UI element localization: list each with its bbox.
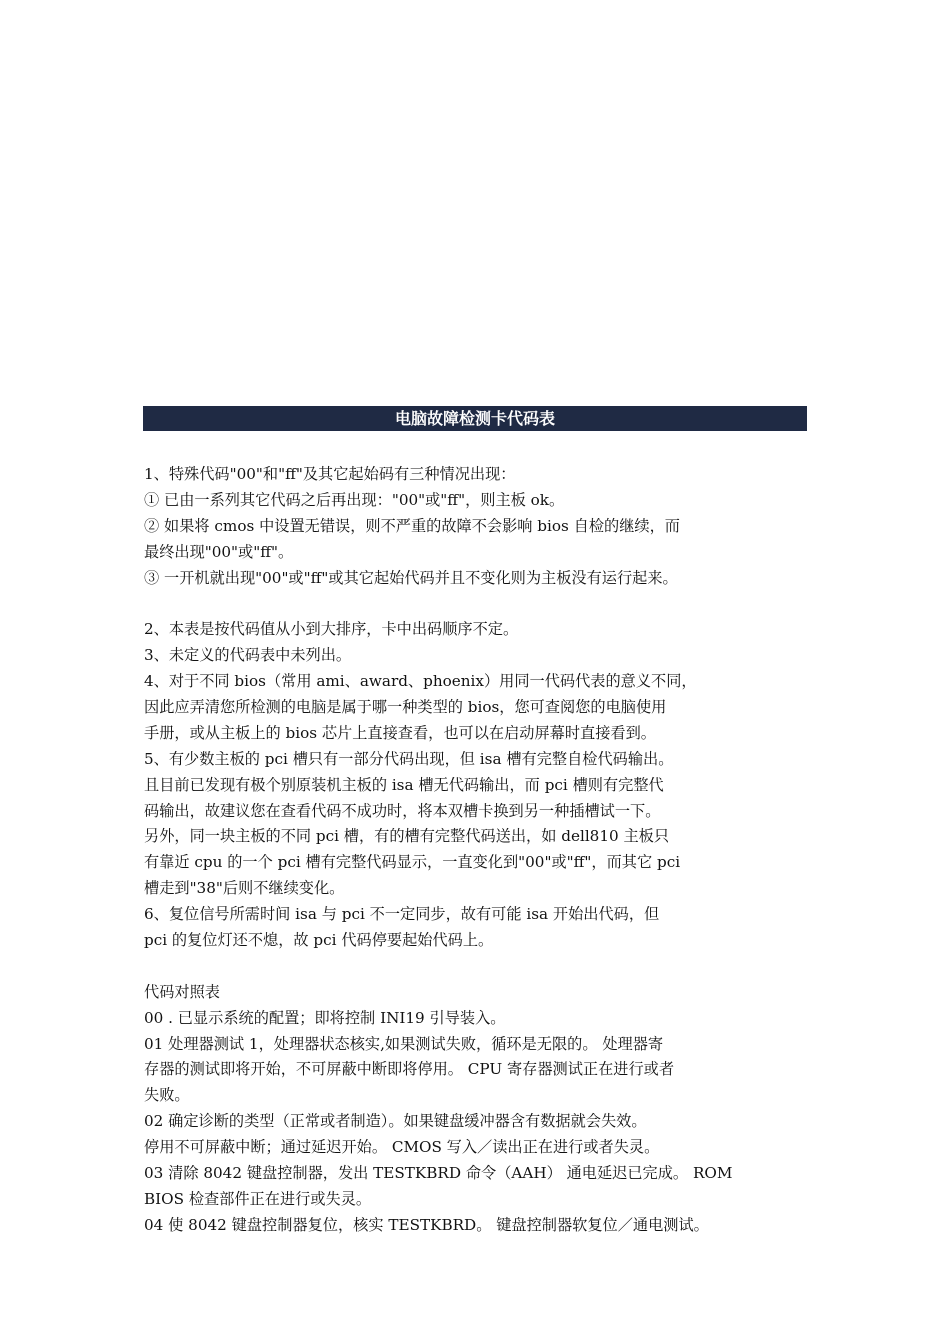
text-line: pci 的复位灯还不熄，故 pci 代码停要起始代码上。 [144, 931, 494, 950]
text-line: 另外，同一块主板的不同 pci 槽，有的槽有完整代码送出，如 dell810 主板只 [144, 827, 670, 846]
section-heading: 代码对照表 [144, 982, 220, 1001]
code-entry-line: 停用不可屏蔽中断；通过延迟开始。 CMOS 写入／读出正在进行或者失灵。 [144, 1138, 660, 1157]
text-line: 且目前已发现有极个别原装机主板的 isa 槽无代码输出，而 pci 槽则有完整代 [144, 775, 664, 794]
text-line: 5、有少数主板的 pci 槽只有一部分代码出现，但 isa 槽有完整自检代码输出。 [144, 749, 674, 768]
text-line: 1、特殊代码"00"和"ff"及其它起始码有三种情况出现： [144, 465, 516, 483]
paragraph-gap [144, 591, 812, 617]
text-line: 2、本表是按代码值从小到大排序，卡中出码顺序不定。 [144, 620, 519, 639]
text-line: 槽走到"38"后则不继续变化。 [144, 879, 345, 898]
code-entry-line: 存器的测试即将开始，不可屏蔽中断即将停用。 CPU 寄存器测试正在进行或者 [144, 1060, 675, 1079]
notes-section [144, 617, 812, 954]
text-line: 因此应弄清您所检测的电脑是属于哪一种类型的 bios，您可查阅您的电脑使用 [144, 698, 667, 717]
code-entry-line: 04 使 8042 键盘控制器复位，核实 TESTKBRD。 键盘控制器软复位／通电测试。 [144, 1215, 709, 1234]
code-list [144, 1006, 812, 1239]
code-entry-line: BIOS 检查部件正在进行或失灵。 [144, 1189, 372, 1208]
text-line: 有靠近 cpu 的一个 pci 槽有完整代码显示，一直变化到"00"或"ff"，而其它 pci [144, 853, 681, 872]
text-line: ① 已由一系列其它代码之后再出现："00"或"ff"，则主板 ok。 [144, 490, 565, 509]
document-body [144, 462, 812, 1239]
code-entry-line: 00 . 已显示系统的配置；即将控制 INI19 引导装入。 [144, 1008, 506, 1027]
text-line: ② 如果将 cmos 中设置无错误，则不严重的故障不会影响 bios 自检的继续，而 [144, 516, 680, 535]
text-line: ③ 一开机就出现"00"或"ff"或其它起始代码并且不变化则为主板没有运行起来。 [144, 568, 678, 587]
code-entry-line: 02 确定诊断的类型（正常或者制造）。如果键盘缓冲器含有数据就会失效。 [144, 1112, 647, 1131]
text-line: 码输出，故建议您在查看代码不成功时，将本双槽卡换到另一种插槽试一下。 [144, 801, 661, 820]
text-line: 6、复位信号所需时间 isa 与 pci 不一定同步，故有可能 isa 开始出代码，但 [144, 905, 660, 924]
text-line: 3、未定义的代码表中未列出。 [144, 646, 352, 665]
text-line: 4、对于不同 bios（常用 ami、award、phoenix）用同一代码代表的意义不同， [144, 672, 697, 691]
intro-section [144, 462, 812, 591]
paragraph-gap [144, 954, 812, 980]
text-line: 最终出现"00"或"ff"。 [144, 542, 294, 561]
text-line: 手册，或从主板上的 bios 芯片上直接查看，也可以在启动屏幕时直接看到。 [144, 723, 656, 742]
code-entry-line: 03 清除 8042 键盘控制器，发出 TESTKBRD 命令（AAH） 通电延迟已完成。 ROM [144, 1164, 733, 1183]
document-title: 电脑故障检测卡代码表 [143, 406, 807, 431]
code-entry-line: 失败。 [144, 1086, 190, 1105]
code-entry-line: 01 处理器测试 1，处理器状态核实,如果测试失败，循环是无限的。 处理器寄 [144, 1034, 664, 1053]
